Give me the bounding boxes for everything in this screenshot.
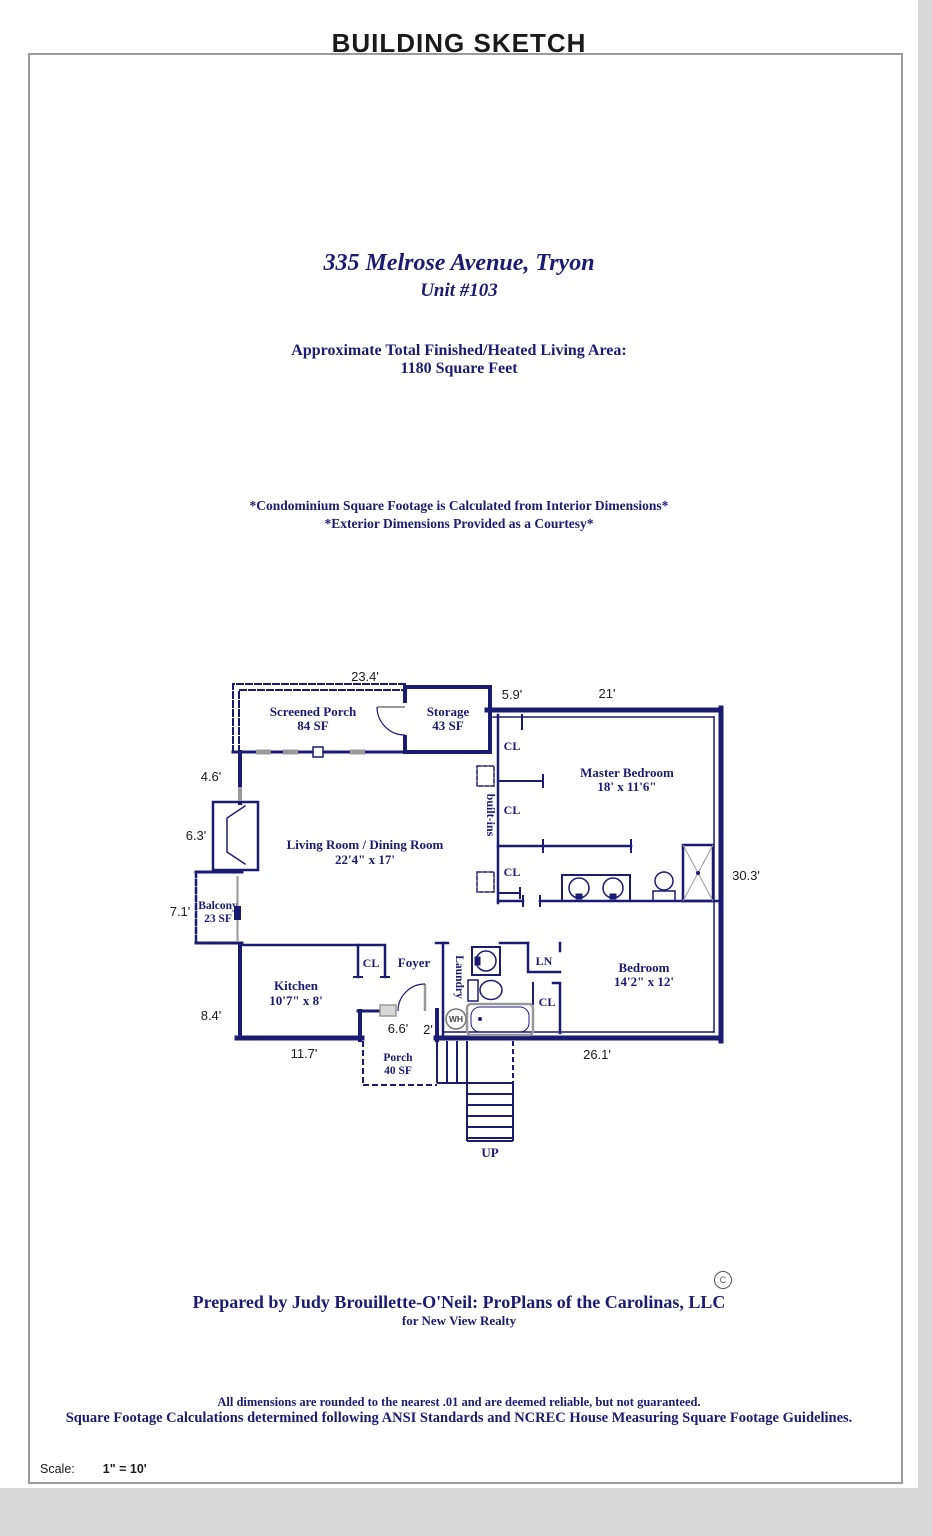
closet-label: CL (538, 995, 556, 1009)
porch-post (313, 747, 323, 757)
closet-label: CL (503, 865, 521, 879)
room-label-balcony: Balcony (198, 900, 238, 912)
stairs-up-label: UP (481, 1145, 499, 1160)
faucet-icon (475, 957, 480, 965)
storage-door-swing (377, 707, 405, 735)
room-label-foyer: Foyer (397, 955, 431, 970)
exterior-dims-note: *Exterior Dimensions Provided as a Courtesy* (324, 516, 594, 531)
room-label-storage: Storage (426, 704, 470, 719)
room-area-screened-porch: 84 SF (297, 718, 329, 733)
shower (683, 845, 713, 901)
fixtures (363, 845, 713, 1141)
toilet-icon (655, 872, 673, 890)
sqft-standards-disclaimer: Square Footage Calculations determined following ANSI Standards and NCREC House Measuring Square Footage Guidelines. (65, 1410, 853, 1426)
vanity (562, 875, 630, 901)
entry-threshold (380, 1005, 396, 1016)
living-area-value: 1180 Square Feet (400, 360, 518, 377)
prepared-by-credit: Prepared by Judy Brouillette-O'Neil: ProPlans of the Carolinas, LLC (192, 1292, 726, 1312)
dimension-kitchen-bottom: 11.7' (290, 1046, 318, 1061)
room-size-master-bedroom: 18' x 11'6" (597, 779, 657, 794)
dimension-bottom-right: 26.1' (583, 1047, 611, 1062)
dimension-entry-width: 6.6' (387, 1021, 409, 1036)
scale-note (40, 1462, 147, 1476)
living-area-label: Approximate Total Finished/Heated Living Area: (291, 342, 627, 359)
copyright-icon: C (714, 1271, 732, 1289)
closet-label: CL (503, 739, 521, 753)
dimension-storage-top: 5.9' (501, 687, 523, 702)
room-size-bedroom: 14'2" x 12' (614, 974, 674, 989)
faucet-icon (610, 894, 616, 899)
linen-closet-label: LN (535, 954, 553, 968)
closet-label: CL (503, 803, 521, 817)
toilet-icon (480, 981, 502, 1000)
scale-value: 1" = 10' (102, 1462, 147, 1476)
room-area-porch: 40 SF (384, 1065, 412, 1077)
room-area-storage: 43 SF (432, 718, 464, 733)
faucet-icon (576, 894, 582, 899)
bathtub (467, 1004, 533, 1035)
prepared-for-credit: for New View Realty (401, 1313, 517, 1328)
property-address: 335 Melrose Avenue, Tryon (323, 250, 595, 276)
scale-label: Scale: (40, 1462, 75, 1476)
toilet-tank (468, 980, 478, 1001)
unit-number: Unit #103 (420, 280, 498, 301)
room-label-screened-porch: Screened Porch (269, 704, 357, 719)
room-label-master-bedroom: Master Bedroom (580, 765, 674, 780)
room-size-living-dining: 22'4" x 17' (335, 852, 395, 867)
room-label-living-dining: Living Room / Dining Room (286, 837, 444, 852)
room-size-kitchen: 10'7" x 8' (269, 993, 323, 1008)
water-heater-label: WH (448, 1014, 464, 1024)
dimension-right-height: 30.3' (732, 868, 760, 883)
closet-label: CL (362, 956, 380, 970)
room-label-bedroom: Bedroom (618, 960, 670, 975)
toilet-tank (653, 891, 675, 901)
room-area-balcony: 23 SF (204, 913, 232, 925)
condo-sqft-note: *Condominium Square Footage is Calculated from Interior Dimensions* (249, 498, 669, 513)
page-title: BUILDING SKETCH (331, 28, 587, 58)
dimension-balcony-side: 7.1' (169, 904, 191, 919)
entry-door-swing (398, 984, 425, 1011)
room-labels (198, 704, 674, 1160)
room-label-kitchen: Kitchen (273, 978, 319, 993)
dimension-kitchen-left: 8.4' (200, 1008, 222, 1023)
dimension-bay-window: 6.3' (185, 828, 207, 843)
dimension-screened-porch-width: 23.4' (351, 669, 379, 684)
room-label-laundry: Laundry (453, 955, 465, 999)
dimension-master-width: 21' (598, 686, 616, 701)
stairs (437, 1041, 513, 1141)
dimension-left-upper: 4.6' (200, 769, 222, 784)
built-ins-label: built-ins (484, 793, 498, 837)
dimensions-disclaimer: All dimensions are rounded to the nearest .01 and are deemed reliable, but not guaranteed. (217, 1395, 701, 1409)
room-label-porch: Porch (383, 1052, 413, 1064)
dimension-entry-side: 2' (423, 1022, 433, 1037)
